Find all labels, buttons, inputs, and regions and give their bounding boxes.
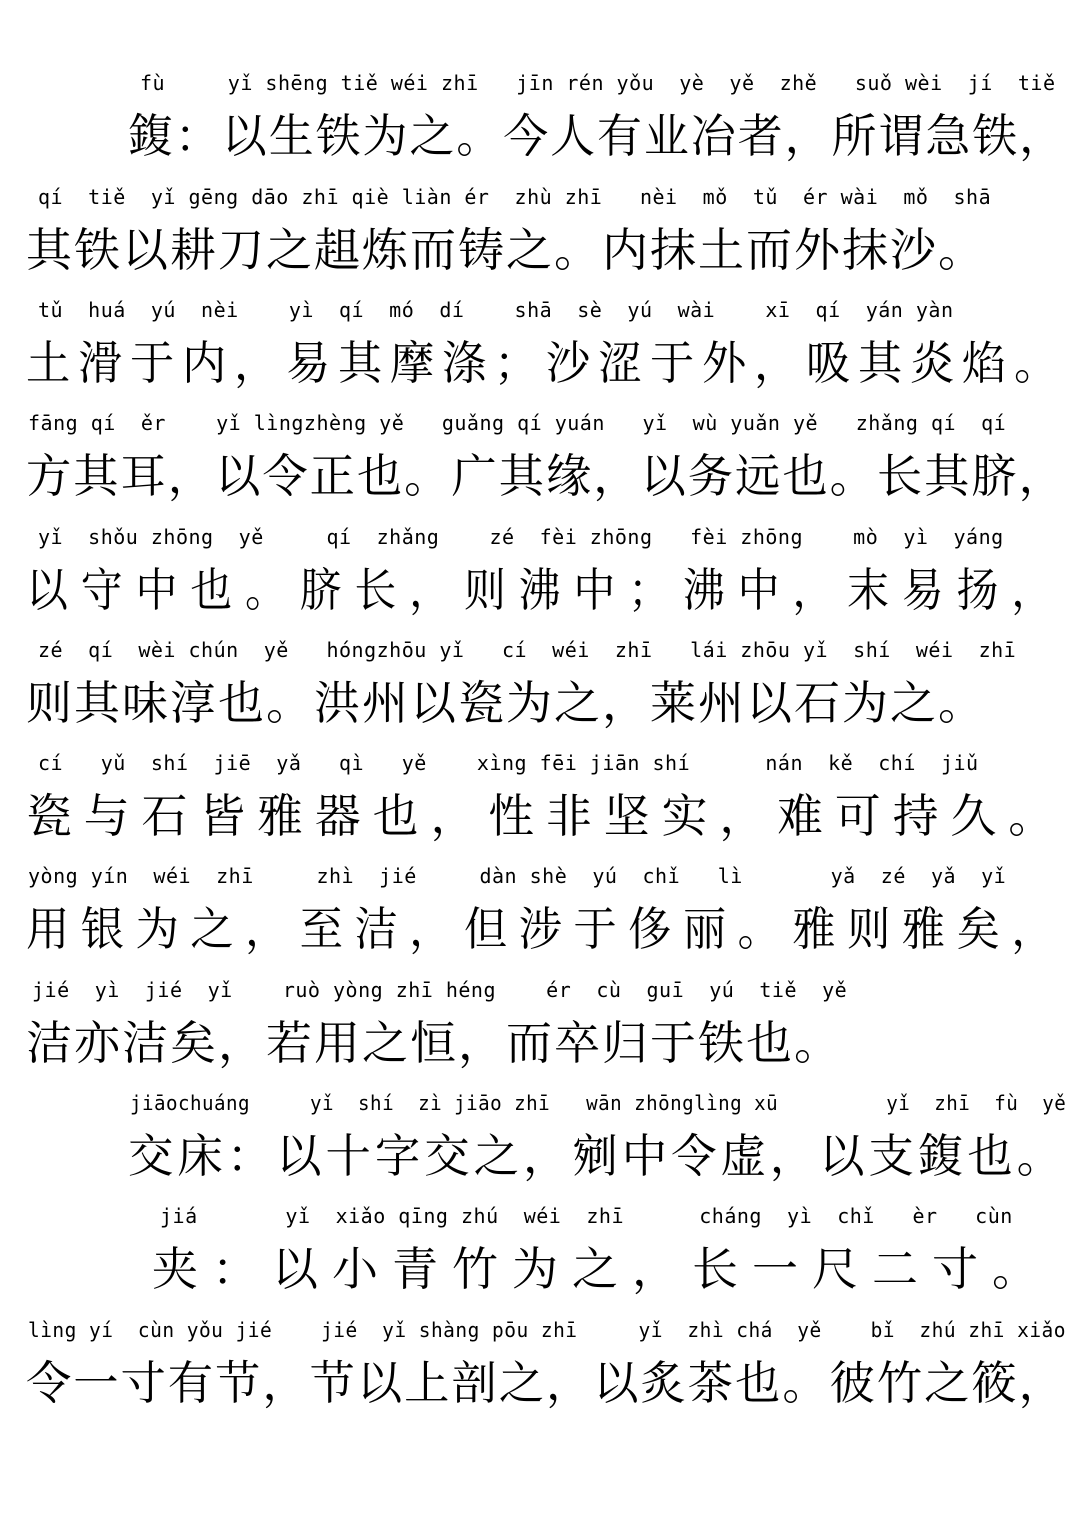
chinese-line-11: 夹：以小青竹为之，长一尺二寸。: [152, 1242, 1052, 1296]
text-line-9: [0, 975, 1080, 1085]
chinese-line-1: 鍑：以生铁为之。今人有业冶者，所谓急铁，: [128, 109, 1067, 163]
pinyin-line-10: jiāochuáng yǐ shí zì jiāo zhī wān zhōnglìng xū yǐ zhī fù yě: [130, 1091, 1067, 1115]
pinyin-line-9: jié yì jié yǐ ruò yòng zhī héng ér cù guī yú tiě yě: [32, 978, 848, 1002]
pinyin-line-5: yǐ shǒu zhōng yě qí zhǎng zé fèi zhōng fèi zhōng mò yì yáng: [38, 525, 1004, 549]
pinyin-line-3: tǔ huá yú nèi yì qí mó dí shā sè yú wài xī qí yán yàn: [38, 298, 954, 322]
text-line-4: [0, 408, 1080, 518]
text-line-5: [0, 522, 1080, 632]
text-line-11: [0, 1201, 1080, 1311]
chinese-line-12: 令一寸有节，节以上剖之，以炙茶也。彼竹之筱，: [26, 1356, 1066, 1410]
pinyin-line-4: fāng qí ěr yǐ lìngzhèng yě guǎng qí yuán yǐ wù yuǎn yě zhǎng qí qí: [28, 411, 1007, 435]
pinyin-line-6: zé qí wèi chún yě hóngzhōu yǐ cí wéi zhī lái zhōu yǐ shí wéi zhī: [38, 638, 1017, 662]
pinyin-line-7: cí yǔ shí jiē yǎ qì yě xìng fēi jiān shí nán kě chí jiǔ: [38, 751, 979, 775]
chinese-line-7: 瓷与石皆雅器也，性非坚实，难可持久。: [26, 789, 1067, 843]
pinyin-line-1: fù yǐ shēng tiě wéi zhī jīn rén yǒu yè yě zhě suǒ wèi jí tiě: [140, 71, 1056, 95]
chinese-line-5: 以守中也。脐长，则沸中；沸中，末易扬，: [26, 563, 1067, 617]
text-line-6: [0, 635, 1080, 745]
chinese-line-4: 方其耳，以令正也。广其缘，以务远也。长其脐，: [26, 449, 1066, 503]
chinese-line-8: 用银为之，至洁，但涉于侈丽。雅则雅矣，: [26, 902, 1066, 956]
text-line-2: [0, 182, 1080, 292]
text-line-3: [0, 295, 1080, 405]
text-line-10: [0, 1088, 1080, 1198]
chinese-line-2: 其铁以耕刀之趄炼而铸之。内抹土而外抹沙。: [26, 223, 986, 277]
pinyin-line-12: lìng yí cùn yǒu jié jié yǐ shàng pōu zhī yǐ zhì chá yě bǐ zhú zhī xiǎo: [28, 1318, 1066, 1342]
chinese-line-9: 洁亦洁矣，若用之恒，而卒归于铁也。: [26, 1016, 842, 1070]
text-line-12: [0, 1315, 1080, 1425]
chinese-line-3: 土滑于内，易其摩涤；沙涩于外，吸其炎焰。: [26, 336, 1067, 390]
pinyin-line-2: qí tiě yǐ gēng dāo zhī qiè liàn ér zhù zhī nèi mǒ tǔ ér wài mǒ shā: [38, 185, 992, 209]
chinese-line-10: 交床：以十字交之，剜中令虚，以支鍑也。: [128, 1129, 1067, 1183]
chinese-line-6: 则其味淳也。洪州以瓷为之，莱州以石为之。: [26, 676, 986, 730]
text-line-7: [0, 748, 1080, 858]
text-line-1: [0, 68, 1080, 178]
pinyin-line-11: jiá yǐ xiǎo qīng zhú wéi zhī cháng yì chǐ èr cùn: [160, 1204, 1013, 1228]
pinyin-line-8: yòng yín wéi zhī zhì jié dàn shè yú chǐ lì yǎ zé yǎ yǐ: [28, 864, 1007, 888]
text-line-8: [0, 861, 1080, 971]
